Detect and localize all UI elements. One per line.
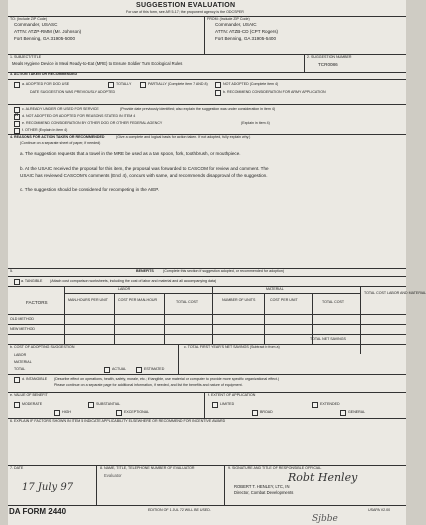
reasons-label: 4. REASONS FOR ACTION TAKEN OR RECOMMENDED (10, 135, 105, 139)
extent-of-application-label: f. EXTENT OF APPLICATION (208, 393, 256, 397)
checkbox-not-adopted[interactable] (215, 82, 221, 88)
col-cost-per-manhour: COST PER MAN-HOUR (118, 298, 158, 302)
labor-group-header: LABOR (118, 287, 131, 291)
checkbox-tangible[interactable] (14, 279, 20, 285)
row-old-method: OLD METHOD (10, 317, 34, 321)
cost-labor: LABOR (14, 353, 27, 357)
opt-other-agency: e. RECOMMEND CONSIDERATION BY OTHER DOD OR OTHER FEDERAL AGENCY (22, 121, 163, 125)
checkbox-extended[interactable] (312, 402, 318, 408)
edition-note: EDITION OF 1 JUL 72 WILL BE USED. (148, 508, 211, 512)
opt-estimated: ESTIMATED (144, 367, 165, 371)
form-number: DA FORM 2440 (9, 507, 67, 516)
checkbox-high[interactable] (54, 410, 60, 416)
opt-high: HIGH (62, 410, 71, 414)
tangible-note: (Attach cost comparison worksheets, including the cost of labor and material and all accompanying data) (50, 279, 217, 283)
checkbox-broad[interactable] (252, 410, 258, 416)
total-net-savings: TOTAL NET SAVINGS (310, 337, 346, 341)
checkbox-exceptional[interactable] (116, 410, 122, 416)
benefits-title: BENEFITS (136, 269, 154, 273)
intangible-note-2: Please continue on a separate page for additional information, if needed, and list the benefits and nature of equipment. (54, 383, 243, 387)
checkbox-adopted[interactable] (14, 82, 20, 88)
reason-a: a. The suggestion requests that a towel in the MRE be used as a tan spoon, fork, toothbrush, or mouthpiece. (20, 151, 241, 156)
official-label: 9. SIGNATURE AND TITLE OF RESPONSIBLE OFFICIAL (228, 466, 322, 470)
opt-exceptional: EXCEPTIONAL (124, 410, 150, 414)
evaluator-label: 8. NAME, TITLE, TELEPHONE NUMBER OF EVALUATOR (100, 466, 195, 470)
applicability-label: 6. EXPLAIN IF FACTORS SHOWN IN ITEM 5 INDICATE APPLICABILITY ELSEWHERE OR RECOMMEND FOR INCENTIVE AWARD (10, 419, 226, 423)
col-labor-total: TOTAL COST (176, 300, 199, 304)
to-label: TO: (Include ZIP Code) (10, 17, 48, 21)
to-line-2: ATTN: ATZP-RMM (Mr. Johnson) (14, 29, 82, 34)
intangible-label: d. INTANGIBLE (22, 377, 48, 381)
opt-extended: EXTENDED (320, 402, 340, 406)
date-value: 17 July 97 (22, 482, 74, 493)
checkbox-moderate[interactable] (14, 402, 20, 408)
official-title: Director, Combat Developments (234, 490, 294, 495)
col-manhours: MAN-HOURS PER UNIT (68, 298, 108, 302)
checkbox-totally[interactable] (108, 82, 114, 88)
from-line-2: ATTN: ATZB-CD (CPT Rogers) (215, 29, 279, 34)
col-units: NUMBER OF UNITS (222, 298, 256, 302)
official-name: ROBERT T. HENLEY, LTC, IN (234, 484, 290, 489)
opt-adopted: a. ADOPTED FOR DOD USE (22, 82, 70, 86)
benefits-note: (Complete this section if suggestion adopted, or recommended for adoption) (163, 269, 285, 273)
checkbox-limited[interactable] (212, 402, 218, 408)
checkbox-other-agency[interactable] (14, 121, 20, 127)
value-of-benefit-label: e. VALUE OF BENEFIT (10, 393, 48, 397)
checkbox-estimated[interactable] (136, 367, 142, 373)
usapa-version: USAPA V2.00 (368, 508, 391, 512)
checkbox-actual[interactable] (104, 367, 110, 373)
cost-adopting-label: b. COST OF ADOPTING SUGGESTION (10, 345, 75, 349)
action-taken-label: 3. ACTION TAKEN OR RECOMMENDED (10, 72, 78, 76)
checkbox-partially[interactable] (140, 82, 146, 88)
opt-limited: LIMITED (220, 402, 235, 406)
opt-other: f. OTHER (Explain in item 4) (22, 128, 68, 132)
to-line-3: Fort Benning, GA 31905-5000 (14, 36, 76, 41)
tangible-label: a. TANGIBLE (21, 279, 43, 283)
opt-substantial: SUBSTANTIAL (96, 402, 121, 406)
reasons-note-2: (Continue on a separate sheet of paper, if needed) (20, 141, 101, 145)
cost-material: MATERIAL (14, 360, 32, 364)
intangible-note: (Describe effect on operations, health, safety, morale, etc.; if tangible, use material or computer to provide more specific organizational effect.) (54, 377, 280, 381)
form-subtitle: For use of this form, see AR 5-17; the proponent agency is the ODCSPER (126, 10, 244, 14)
reason-b-line-1: b. At the USAIC received the proposal for this item, the proposal was forwarded to CASCOM for review and comment. The (20, 166, 269, 171)
subject-value: Meals Hygiene Device in Meal Ready-to-Eat (MRE) to Ensure Soldier Turn Ecological Rules (12, 61, 183, 66)
opt-actual: ACTUAL (112, 367, 127, 371)
official-signature: Robt Henley (288, 471, 358, 484)
opt-date-previous: DATE SUGGESTION WAS PREVIOUSLY ADOPTED (30, 90, 116, 94)
opt-moderate: MODERATE (22, 402, 43, 406)
benefits-number: 5. (10, 269, 13, 273)
material-group-header: MATERIAL (266, 287, 284, 291)
reasons-note: (Give a complete and logical basis for action taken. If not adopted, fully explain why.) (116, 135, 251, 139)
col-material-total: TOTAL COST (322, 300, 345, 304)
checkbox-intangible[interactable] (14, 377, 20, 383)
opt-already-used-note: (Provide date previously identified; also explain the suggestion was under consideration in item 4) (120, 107, 276, 111)
opt-general: GENERAL (348, 410, 366, 414)
first-year-savings-label: c. TOTAL FIRST YEAR'S NET SAVINGS (Subtract b from a) (184, 345, 280, 349)
checkbox-substantial[interactable] (88, 402, 94, 408)
opt-reasons-item4: d. NOT ADOPTED OR ADOPTED FOR REASONS STATED IN ITEM 4 (22, 114, 136, 118)
date-label: 7. DATE (10, 466, 24, 470)
opt-not-adopted: NOT ADOPTED (Complete item 4) (223, 82, 279, 86)
suggestion-number-label: 2. SUGGESTION NUMBER (307, 55, 352, 59)
checkbox-army-application[interactable] (215, 90, 221, 96)
col-factors: FACTORS (26, 300, 48, 305)
opt-already-used: c. ALREADY UNDER OR USED FOR SERVICE (22, 107, 99, 111)
handwritten-initials: Sjbbe (312, 514, 338, 524)
form-title: SUGGESTION EVALUATION (136, 2, 236, 9)
suggestion-evaluation-form: SUGGESTION EVALUATION For use of this form, see AR 5-17; the proponent agency is the ODCSPER TO: (Include ZIP Code) Commander, USASC ATTN: ATZP-RMM (Mr. Johnson) Fort Benning, GA 31905-5000 FROM: (Include ZIP Code) Commander, USAIC ATTN: ATZB-CD (CPT Rogers) Fort Benning, GA 31905-5400 1. SUBJECT/TITLE Meals Hygiene Device in Meal Ready-to-Eat (MRE) to Ensure Soldier Turn Ecological Rules 2. SUGGESTION NUMBER TCR0086 3. ACTION TAKEN OR RECOMMENDED a. ADOPTED FOR DOD USE TOTALLY PARTIALLY (Complete item 7 AND 8) NOT ADOPTED (Complete item 4) DATE SUGGESTION WAS PREVIOUSLY ADOPTED b. RECOMMEND CONSIDERATION FOR ARMY APPLICATION c. ALREADY UNDER OR USED FOR SERVICE (Provide date previously identified; also explain the suggestion was under consideration in item 4) d. NOT ADOPTED OR ADOPTED FOR REASONS STATED IN ITEM 4 X e. RECOMMEND CONSIDERATION BY OTHER DOD OR OTHER FEDERAL AGENCY (Explain in item 4) f. OTHER (Explain in item 4) 4. REASONS FOR ACTION TAKEN OR RECOMMENDED (Give a complete and logical basis for action taken. If not adopted, fully explain why.) (Continue on a separate sheet of paper, if needed) a. The suggestion requests that a towel in the MRE be used as a tan spoon, fork, toothbrush, or mouthpiece. b. At the USAIC received the proposal for this item, the proposal was forwarded to CASCOM for review and comment. The USAIC has reviewed CASCOM's comments (Encl 4), concurs with same, and recommends disapproval of the suggestion. c. The suggestion should be considered for recompeting in the AIEP. 5. BENEFITS (Complete this section if suggestion adopted, or recommended for adoption) a. TANGIBLE (Attach cost comparison worksheets, including the cost of labor and material and all accompanying data) LABOR MATERIAL FACTORS MAN-HOURS PER UNIT COST PER MAN-HOUR TOTAL COST NUMBER OF UNITS COST PER UNIT TOTAL COST TOTAL COST LABOR AND MATERIAL OLD METHOD NEW METHOD TOTAL NET SAVINGS b. COST OF ADOPTING SUGGESTION LABOR MATERIAL TOTAL c. TOTAL FIRST YEAR'S NET SAVINGS (Subtract b from a) ACTUAL ESTIMATED d. INTANGIBLE (Describe effect on operations, health, safety, morale, etc.; if tangible, use material or computer to provide more specific organizational effect.) Please continue on a separate page for additional information, if needed, and list the benefits and nature of equipment. e. VALUE OF BENEFIT MODERATE SUBSTANTIAL HIGH EXCEPTIONAL f. EXTENT OF APPLICATION LIMITED EXTENDED BROAD GENERAL 6. EXPLAIN IF FACTORS SHOWN IN ITEM 5 INDICATE APPLICABILITY ELSEWHERE OR RECOMMEND FOR INCENTIVE AWARD 7. DATE 17 July 97 8. NAME, TITLE, TELEPHONE NUMBER OF EVALUATOR Evaluator 9. SIGNATURE AND TITLE OF RESPONSIBLE OFFICIAL Robt Henley ROBERT T. HENLEY, LTC, IN Director, Combat Developments DA FORM 2440 EDITION OF 1 JUL 72 WILL BE USED. USAPA V2.00 Sjbbe (9, 2, 426, 524)
suggestion-number-value: TCR0086 (318, 62, 338, 67)
from-line-1: Commander, USAIC (215, 22, 257, 27)
opt-army-application: b. RECOMMEND CONSIDERATION FOR ARMY APPLICATION (223, 90, 326, 94)
evaluator-value: Evaluator (104, 473, 122, 478)
cost-total: TOTAL (14, 367, 26, 371)
from-line-3: Fort Benning, GA 31905-5400 (215, 36, 277, 41)
col-cost-per-unit: COST PER UNIT (270, 298, 298, 302)
to-line-1: Commander, USASC (14, 22, 58, 27)
reason-b-line-2: USAIC has reviewed CASCOM's comments (Encl 4), concurs with same, and recommends disapproval of the suggestion. (20, 173, 268, 178)
opt-broad: BROAD (260, 410, 273, 414)
col-total-labor-material: TOTAL COST LABOR AND MATERIAL (364, 291, 426, 295)
row-new-method: NEW METHOD (10, 327, 35, 331)
checkbox-general[interactable] (340, 410, 346, 416)
reason-c: c. The suggestion should be considered for recompeting in the AIEP. (20, 187, 160, 192)
opt-partially: PARTIALLY (Complete item 7 AND 8) (148, 82, 208, 86)
subject-label: 1. SUBJECT/TITLE (10, 55, 42, 59)
opt-other-agency-note: (Explain in item 4) (241, 121, 270, 125)
from-label: FROM: (Include ZIP Code) (207, 17, 250, 21)
opt-totally: TOTALLY (116, 82, 132, 86)
